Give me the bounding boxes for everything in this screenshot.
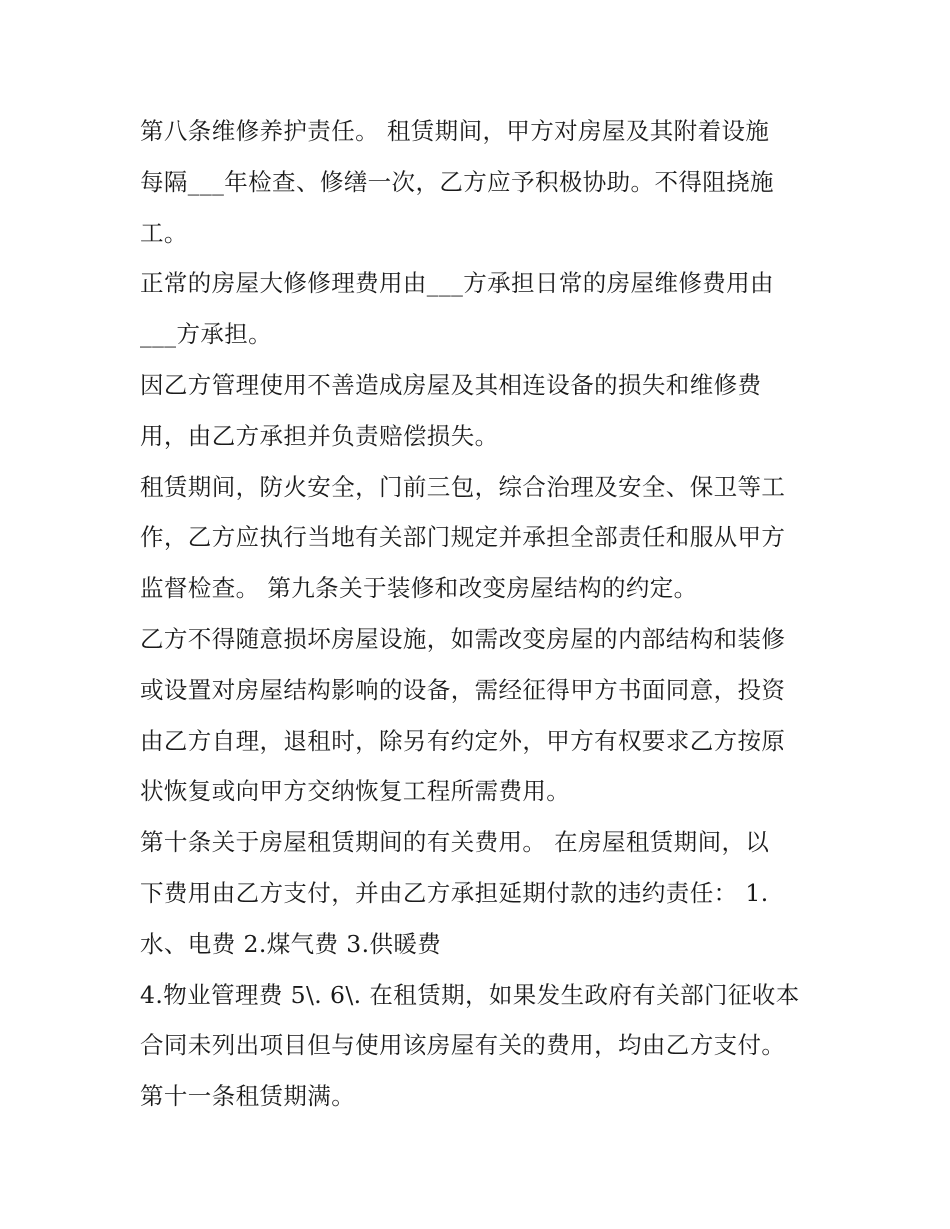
document-body [140,106,820,1122]
text-line: 第十条关于房屋租赁期间的有关费用。 在房屋租赁期间，以 [140,828,770,857]
text-line: 第八条维修养护责任。 租赁期间，甲方对房屋及其附着设施 [140,117,770,145]
text-line: 合同未列出项目但与使用该房屋有关的费用，均由乙方支付。 [140,1031,786,1060]
text-line: 正常的房屋大修修理费用由___方承担日常的房屋维修费用由 [140,269,774,298]
text-line: 乙方不得随意损坏房屋设施，如需改变房屋的内部结构和装修 [140,624,786,653]
text-line: 监督检查。 第九条关于装修和改变房屋结构的约定。 [140,574,698,603]
text-line: 下费用由乙方支付，并由乙方承担延期付款的违约责任： 1. [140,878,769,907]
text-line: 作，乙方应执行当地有关部门规定并承担全部责任和服从甲方 [140,523,786,552]
text-line: 状恢复或向甲方交纳恢复工程所需费用。 [140,777,571,806]
text-line: 水、电费 2.煤气费 3.供暖费 [140,929,442,958]
text-line: 工。 [140,218,188,247]
text-line: 租赁期间，防火安全，门前三包，综合治理及安全、保卫等工 [140,472,786,501]
text-line: 4.物业管理费 5\. 6\. 在租赁期，如果发生政府有关部门征收本 [140,980,800,1009]
text-line: 每隔___年检查、修缮一次，乙方应予积极协助。不得阻挠施 [140,167,774,196]
text-line: 因乙方管理使用不善造成房屋及其相连设备的损失和维修费 [140,370,762,399]
text-line: 第十一条租赁期满。 [140,1082,356,1111]
text-line: 用，由乙方承担并负责赔偿损失。 [140,421,499,450]
text-line: ___方承担。 [140,320,273,349]
text-line: 由乙方自理，退租时，除另有约定外，甲方有权要求乙方按原 [140,726,786,755]
text-line: 或设置对房屋结构影响的设备，需经征得甲方书面同意，投资 [140,675,786,704]
